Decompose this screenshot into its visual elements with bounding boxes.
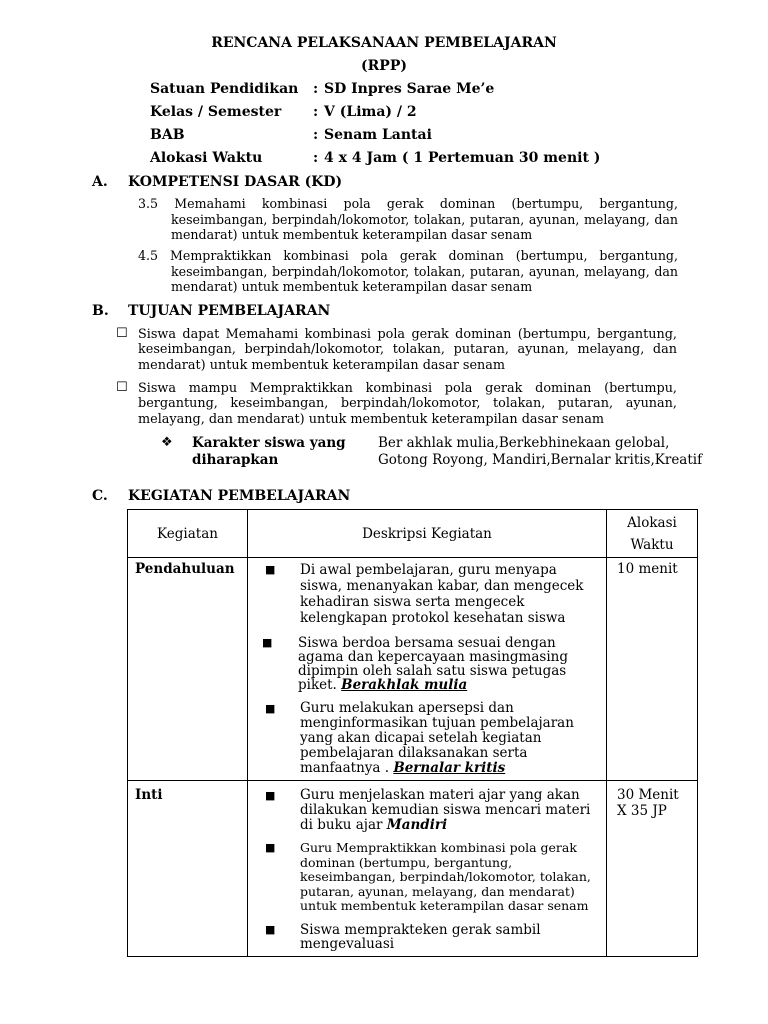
identity-colon: : [313,150,319,166]
kd-number: 3.5 [138,196,159,211]
identity-value: V (Lima) / 2 [324,104,417,120]
list-item-text: Siswa berdoa bersama sesuai dengan agama dan kepercayaan masingmasing dipimpin oleh salah satu siswa petugas piket. [298,635,568,693]
identity-label: Alokasi Waktu [150,150,263,166]
identity-colon: : [313,104,319,120]
identity-value: Senam Lantai [324,127,432,143]
table-row-pendahuluan [128,558,698,781]
identity-label: Satuan Pendidikan [150,81,299,97]
list-item-text: Di awal pembelajaran, guru menyapa siswa, menanyakan kabar, dan mengecek kehadiran siswa serta mengecek kelengkapan protokol kesehatan siswa [300,562,584,626]
identity-label: Kelas / Semester [150,104,282,120]
list-item-text: Guru menjelaskan materi ajar yang akan dilakukan kemudian siswa mencari materi di buku ajar [300,787,591,833]
section-a-letter: A. [92,174,108,190]
header-alokasi [607,510,698,558]
list-item [265,921,594,952]
section-c-letter: C. [92,488,108,504]
identity-label: BAB [150,127,185,143]
goal-text: Siswa mampu Mempraktikkan kombinasi pola gerak dominan (bertumpu, bergantung, keseimbangan, berpindah/lokomotor, tolakan, putaran, ayunan, melayang, dan mendarat) untuk membentuk keterampilan dasar senam [138,381,677,427]
kegiatan-table [127,509,698,957]
cell-deskripsi [248,558,607,781]
karakter-label-line: diharapkan [192,452,279,468]
section-b-letter: B. [92,303,109,319]
list-item-text: Guru melakukan apersepsi dan menginformasikan tujuan pembelajaran yang akan dicapai setelah kegiatan pembelajaran dilaksanakan serta manfaatnya . [300,700,574,776]
goal-text: Siswa dapat Memahami kombinasi pola gerak dominan (bertumpu, bergantung, keseimbangan, berpindah/lokomotor, tolakan, putaran, ayunan, melayang, dan mendarat) untuk membentuk keterampilan dasar senam [138,327,677,373]
identity-colon: : [313,127,319,143]
square-bullet-icon: ■ [265,789,276,802]
karakter-tag: Berakhlak mulia [341,677,468,693]
header-kegiatan-text: Kegiatan [157,525,218,542]
document-subtitle: (RPP) [361,58,407,74]
list-item-text: Guru Mempraktikkan kombinasi pola gerak dominan (bertumpu, bergantung, keseimbangan, berpindah/lokomotor, tolakan, putaran, ayunan, melayang, dan mendarat) untuk membentuk keterampilan dasar senam [300,840,591,913]
alokasi-value: 30 Menit [617,787,679,803]
list-item [265,700,594,776]
goal-item [116,380,677,427]
checkbox-icon: ☐ [116,326,128,341]
header-deskripsi [248,510,607,558]
section-c-title: KEGIATAN PEMBELAJARAN [128,488,351,504]
karakter-tag: Mandiri [386,817,448,833]
kd-text: Memahami kombinasi pola gerak dominan (bertumpu, bergantung, keseimbangan, berpindah/lokomotor, tolakan, putaran, ayunan, melayang, dan mendarat) untuk membentuk keterampilan dasar senam [171,196,678,242]
kd-item [138,196,678,243]
square-bullet-icon: ■ [265,841,276,854]
identity-value: SD Inpres Sarae Me’e [324,81,495,97]
list-item-text: Siswa memprakteken gerak sambil mengevaluasi [300,921,541,952]
header-deskripsi-text: Deskripsi Kegiatan [362,525,492,542]
header-alokasi-line: Waktu [630,537,674,553]
kd-text: Mempraktikkan kombinasi pola gerak dominan (bertumpu, bergantung, keseimbangan, berpindah/lokomotor, tolakan, putaran, ayunan, melayang, dan mendarat) untuk membentuk keterampilan dasar senam [169,248,678,294]
document-title: RENCANA PELAKSANAAN PEMBELAJARAN [211,35,557,51]
square-bullet-icon: ■ [265,563,276,576]
cell-kegiatan [128,558,248,781]
header-kegiatan [128,510,248,558]
table-header-row [128,510,698,558]
kegiatan-label: Inti [135,787,163,803]
list-item [262,635,594,693]
kegiatan-label: Pendahuluan [135,561,235,577]
identity-colon: : [313,81,319,97]
identity-value: 4 x 4 Jam ( 1 Pertemuan 30 menit ) [324,150,601,166]
section-b-title: TUJUAN PEMBELAJARAN [128,303,331,319]
square-bullet-icon: ■ [262,636,273,649]
cell-deskripsi [248,781,607,957]
karakter-value [378,435,702,469]
karakter-value-line: Ber akhlak mulia,Berkebhinekaan gelobal, [378,435,670,451]
header-alokasi-line: Alokasi [627,515,677,531]
table-row-inti [128,781,698,957]
list-item [265,787,594,833]
karakter-label [192,435,346,469]
kd-item [138,248,678,295]
square-bullet-icon: ■ [265,922,276,936]
list-item [265,840,594,914]
list-item [265,562,594,626]
cell-kegiatan [128,781,248,957]
section-a-title: KOMPETENSI DASAR (KD) [128,174,343,190]
cell-alokasi [607,781,698,957]
cell-alokasi [607,558,698,781]
kd-number: 4.5 [138,248,159,263]
alokasi-value: X 35 JP [617,803,667,819]
alokasi-value: 10 menit [617,561,678,577]
diamond-bullet-icon: ❖ [161,435,173,450]
karakter-label-line: Karakter siswa yang [192,435,346,451]
karakter-tag: Bernalar kritis [393,760,506,776]
square-bullet-icon: ■ [265,702,276,715]
checkbox-icon: ☐ [116,380,128,395]
goal-item [116,326,677,373]
karakter-value-line: Gotong Royong, Mandiri,Bernalar kritis,Kreatif [378,452,703,468]
